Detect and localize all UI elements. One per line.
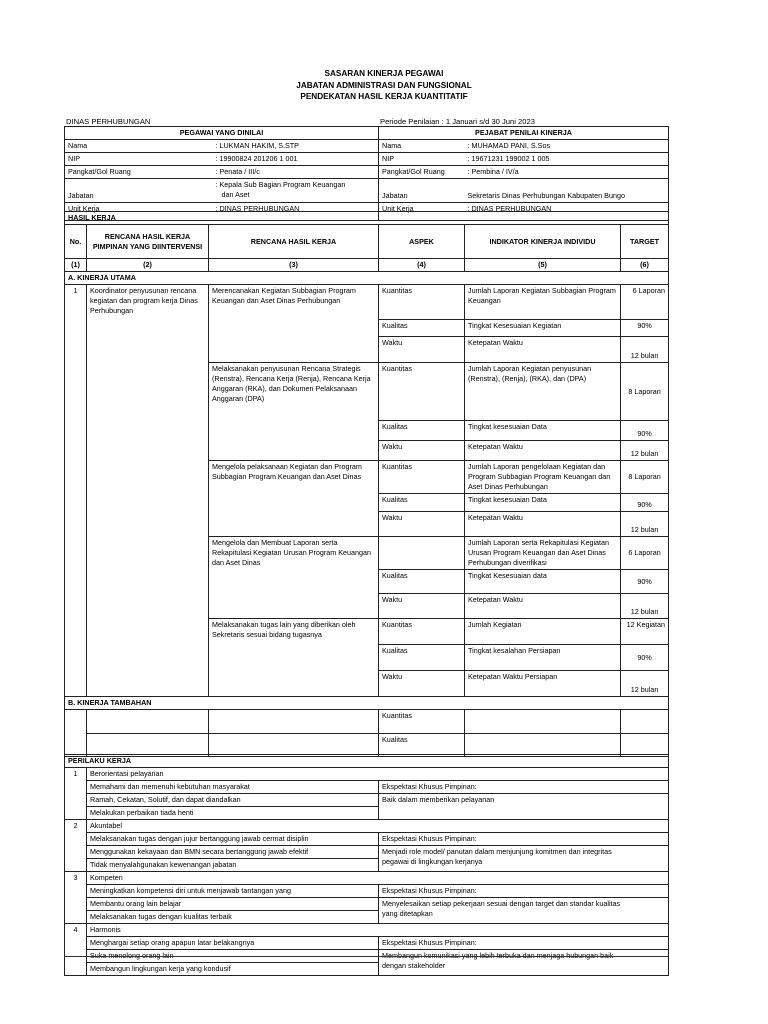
- indicator-cell: Ketepatan Waktu: [465, 512, 621, 537]
- behavior-item: Menggunakan kekayaan dan BMN secara bertanggung jawab efektif: [87, 846, 379, 859]
- aspect-cell: Waktu: [379, 594, 465, 619]
- assessor-header: PEJABAT PENILAI KINERJA: [379, 127, 669, 140]
- expectation-label: Ekspektasi Khusus Pimpinan:: [379, 885, 669, 898]
- behavior-item: Meningkatkan kompetensi diri untuk menjawab tantangan yang: [87, 885, 379, 898]
- behavior-number: 3: [65, 872, 87, 924]
- expectation-line: dengan stakeholder: [382, 961, 446, 970]
- indicator-cell: Tingkat Kesesuaian data: [465, 570, 621, 594]
- employee-name-value: : LUKMAN HAKIM, S.STP: [213, 140, 379, 153]
- target-cell: 90%: [621, 645, 669, 671]
- identity-table: [64, 126, 669, 221]
- work-plan: Melaksanakan penyusunan Rencana Strategis (Renstra), Rencana Kerja (Renja), Rencana Kerja Anggaran (RKA), dan Dokumen Pelaksanaan Anggaran (DPA): [209, 363, 379, 461]
- target-cell: 8 Laporan: [621, 461, 669, 494]
- work-behavior-section: PERILAKU KERJA: [65, 755, 669, 768]
- aspect-cell: Kualitas: [379, 570, 465, 594]
- behavior-name: Kompeten: [87, 872, 669, 885]
- behavior-item: Membantu orang lain belajar: [87, 898, 379, 911]
- behavior-item: Ramah, Cekatan, Solutif, dan dapat diandalkan: [87, 794, 379, 807]
- col-header-target: TARGET: [621, 225, 669, 259]
- target-cell: 12 bulan: [621, 512, 669, 537]
- col-header-aspect: ASPEK: [379, 225, 465, 259]
- expectation-label: Ekspektasi Khusus Pimpinan:: [379, 833, 669, 846]
- behavior-item: Melakukan perbaikan tiada henti: [87, 807, 379, 820]
- expectation-text: [379, 950, 669, 976]
- indicator-cell: Jumlah Laporan Kegiatan Subbagian Program Keuangan: [465, 285, 621, 320]
- aspect-cell: Kuantitas: [379, 461, 465, 494]
- col-number: (2): [87, 259, 209, 272]
- additional-target-cell: [621, 710, 669, 734]
- employee-rank-value: : Penata / III/c: [213, 166, 379, 179]
- expectation-text: Baik dalam memberikan pelayanan: [379, 794, 669, 820]
- behavior-item: Suka menolong orang lain: [87, 950, 379, 963]
- title-line-1: SASARAN KINERJA PEGAWAI: [324, 69, 444, 78]
- work-plan: Mengelola dan Membuat Laporan serta Rekapitulasi Kegiatan Urusan Program Keuangan dan Aset Dinas: [209, 537, 379, 619]
- col-header-plan: RENCANA HASIL KERJA: [209, 225, 379, 259]
- target-cell: 90%: [621, 421, 669, 441]
- aspect-cell: Kuantitas: [379, 619, 465, 645]
- behavior-item: Menghargai setiap orang apapun latar belakangnya: [87, 937, 379, 950]
- aspect-cell: Waktu: [379, 337, 465, 363]
- indicator-cell: Ketepatan Waktu: [465, 594, 621, 619]
- indicator-cell: Jumlah Laporan serta Rekapitulasi Kegiatan Urusan Program Keuangan dan Aset Dinas Perhubungan diverifikasi: [465, 537, 621, 570]
- col-number: (5): [465, 259, 621, 272]
- employee-position-label: Jabatan: [65, 179, 213, 203]
- indicator-cell: Ketepatan Waktu: [465, 441, 621, 461]
- work-results-section: HASIL KERJA: [65, 212, 669, 225]
- col-number: (3): [209, 259, 379, 272]
- employee-unit-value: : DINAS PERHUBUNGAN: [213, 203, 379, 221]
- additional-performance-section: B. KINERJA TAMBAHAN: [65, 697, 669, 710]
- behavior-item: Melaksanakan tugas dengan jujur bertanggung jawab cermat disiplin: [87, 833, 379, 846]
- target-cell: 12 bulan: [621, 671, 669, 697]
- target-cell: 90%: [621, 320, 669, 337]
- col-number: (6): [621, 259, 669, 272]
- aspect-cell: Kualitas: [379, 734, 465, 757]
- target-cell: 12 bulan: [621, 594, 669, 619]
- assessor-unit-value: : DINAS PERHUBUNGAN: [465, 203, 669, 221]
- assessor-position-label: Jabatan: [379, 179, 465, 203]
- assessor-rank-value: : Pembina / IV/a: [465, 166, 669, 179]
- indicator-cell: Tingkat kesesuaian Data: [465, 421, 621, 441]
- work-plan: Mengelola pelaksanaan Kegiatan dan Program Subbagian Program Keuangan dan Aset Dinas: [209, 461, 379, 537]
- employee-header: PEGAWAI YANG DINILAI: [65, 127, 379, 140]
- employee-position-line-1: : Kepala Sub Bagian Program Keuangan: [215, 180, 346, 189]
- main-performance-section: A. KINERJA UTAMA: [65, 272, 669, 285]
- target-cell: 12 bulan: [621, 441, 669, 461]
- col-number: (4): [379, 259, 465, 272]
- aspect-cell: Kuantitas: [379, 363, 465, 421]
- indicator-cell: Ketepatan Waktu: [465, 337, 621, 363]
- assessor-nip-label: NIP: [379, 153, 465, 166]
- expectation-text: [379, 898, 669, 924]
- indicator-cell: Ketepatan Waktu Persiapan: [465, 671, 621, 697]
- aspect-cell: Kualitas: [379, 421, 465, 441]
- item-number: 1: [65, 285, 87, 697]
- indicator-cell: Tingkat kesesuaian Data: [465, 494, 621, 512]
- title-line-2: JABATAN ADMINISTRASI DAN FUNGSIONAL: [296, 80, 472, 90]
- additional-plan-cell: [209, 710, 379, 734]
- indicator-cell: Tingkat kesalahan Persiapan: [465, 645, 621, 671]
- assessor-unit-label: Unit Kerja: [379, 203, 465, 221]
- expectation-text: [379, 846, 669, 872]
- expectation-line: yang ditetapkan: [382, 909, 433, 918]
- aspect-cell: [379, 537, 465, 570]
- indicator-cell: Jumlah Kegiatan: [465, 619, 621, 645]
- assessor-rank-label: Pangkat/Gol Ruang: [379, 166, 465, 179]
- target-cell: 6 Laporan: [621, 537, 669, 570]
- indicator-cell: Tingkat Kesesuaian Kegiatan: [465, 320, 621, 337]
- behavior-item: Membangun lingkungan kerja yang kondusif: [87, 963, 379, 976]
- target-cell: 12 bulan: [621, 337, 669, 363]
- assessment-period: Periode Penilaian : 1 Januari s/d 30 Juni 2023: [380, 117, 535, 126]
- behavior-number: 2: [65, 820, 87, 872]
- aspect-cell: Kualitas: [379, 320, 465, 337]
- assessor-nip-value: : 19671231 199002 1 005: [465, 153, 669, 166]
- additional-no-cell: [65, 710, 87, 757]
- expectation-line: Menjadi role model/ panutan dalam menjunjung komitmen dan integritas: [382, 847, 612, 856]
- aspect-cell: Kuantitas: [379, 710, 465, 734]
- work-results-table: [64, 211, 669, 757]
- behavior-name: Akuntabel: [87, 820, 669, 833]
- employee-position-line-2: dan Aset: [215, 190, 250, 199]
- target-cell: 6 Laporan: [621, 285, 669, 320]
- behavior-item: Melaksanakan tugas dengan kualitas terbaik: [87, 911, 379, 924]
- expectation-label: Ekspektasi Khusus Pimpinan:: [379, 937, 669, 950]
- employee-rank-label: Pangkat/Gol Ruang: [65, 166, 213, 179]
- assessor-name-value: : MUHAMAD PANI, S.Sos: [465, 140, 669, 153]
- aspect-cell: Waktu: [379, 512, 465, 537]
- col-number: (1): [65, 259, 87, 272]
- behavior-number: 4: [65, 924, 87, 976]
- col-header-no: No.: [65, 225, 87, 259]
- employee-name-label: Nama: [65, 140, 213, 153]
- target-cell: 90%: [621, 570, 669, 594]
- behavior-name: Harmonis: [87, 924, 669, 937]
- leader-plan: Koordinator penyusunan rencana kegiatan dan program kerja Dinas Perhubungan: [87, 285, 209, 697]
- expectation-label: Ekspektasi Khusus Pimpinan:: [379, 781, 669, 794]
- employee-position-value: [213, 179, 379, 203]
- expectation-line: Menyelesaikan setiap pekerjaan sesuai dengan target dan standar kualitas: [382, 899, 621, 908]
- indicator-cell: Jumlah Laporan Kegiatan penyusunan (Renstra), (Renja), (RKA), dan (DPA): [465, 363, 621, 421]
- agency-name: DINAS PERHUBUNGAN: [66, 117, 151, 126]
- target-cell: 8 Laporan: [621, 363, 669, 421]
- aspect-cell: Kuantitas: [379, 285, 465, 320]
- aspect-cell: Waktu: [379, 671, 465, 697]
- behavior-number: 1: [65, 768, 87, 820]
- employee-unit-label: Unit Kerja: [65, 203, 213, 221]
- additional-leader-cell: [87, 710, 209, 734]
- assessor-name-label: Nama: [379, 140, 465, 153]
- aspect-cell: Waktu: [379, 441, 465, 461]
- target-cell: 12 Kegiatan: [621, 619, 669, 645]
- assessor-position-value: Sekretaris Dinas Perhubungan Kabupaten Bungo: [465, 179, 669, 203]
- indicator-cell: Jumlah Laporan pengelolaan Kegiatan dan Program Subbagian Program Keuangan dan Aset Dinas Perhubungan: [465, 461, 621, 494]
- behavior-name: Berorientasi pelayanan: [87, 768, 669, 781]
- document-title: [0, 68, 768, 103]
- target-cell: 90%: [621, 494, 669, 512]
- title-line-3: PENDEKATAN HASIL KERJA KUANTITATIF: [300, 92, 468, 101]
- additional-indicator-cell: [465, 710, 621, 734]
- expectation-line: pegawai di lingkungan kerjanya: [382, 857, 483, 866]
- behavior-item: Memahami dan memenuhi kebutuhan masyarakat: [87, 781, 379, 794]
- work-plan: Merencanakan Kegiatan Subbagian Program Keuangan dan Aset Dinas Perhubungan: [209, 285, 379, 363]
- employee-nip-label: NIP: [65, 153, 213, 166]
- work-plan: Melaksanakan tugas lain yang diberikan oleh Sekretaris sesuai bidang tugasnya: [209, 619, 379, 697]
- expectation-line: Membangun komunikasi yang lebih terbuka dan menjaga hubungan baik: [382, 951, 614, 960]
- aspect-cell: Kualitas: [379, 645, 465, 671]
- employee-nip-value: : 19900824 201206 1 001: [213, 153, 379, 166]
- behavior-item: Tidak menyalahgunakan kewenangan jabatan: [87, 859, 379, 872]
- work-behavior-table: [64, 754, 669, 976]
- col-header-leader-plan: RENCANA HASIL KERJA PIMPINAN YANG DIINTERVENSI: [87, 225, 209, 259]
- footer-divider: [64, 956, 668, 957]
- aspect-cell: Kualitas: [379, 494, 465, 512]
- col-header-indicator: INDIKATOR KINERJA INDIVIDU: [465, 225, 621, 259]
